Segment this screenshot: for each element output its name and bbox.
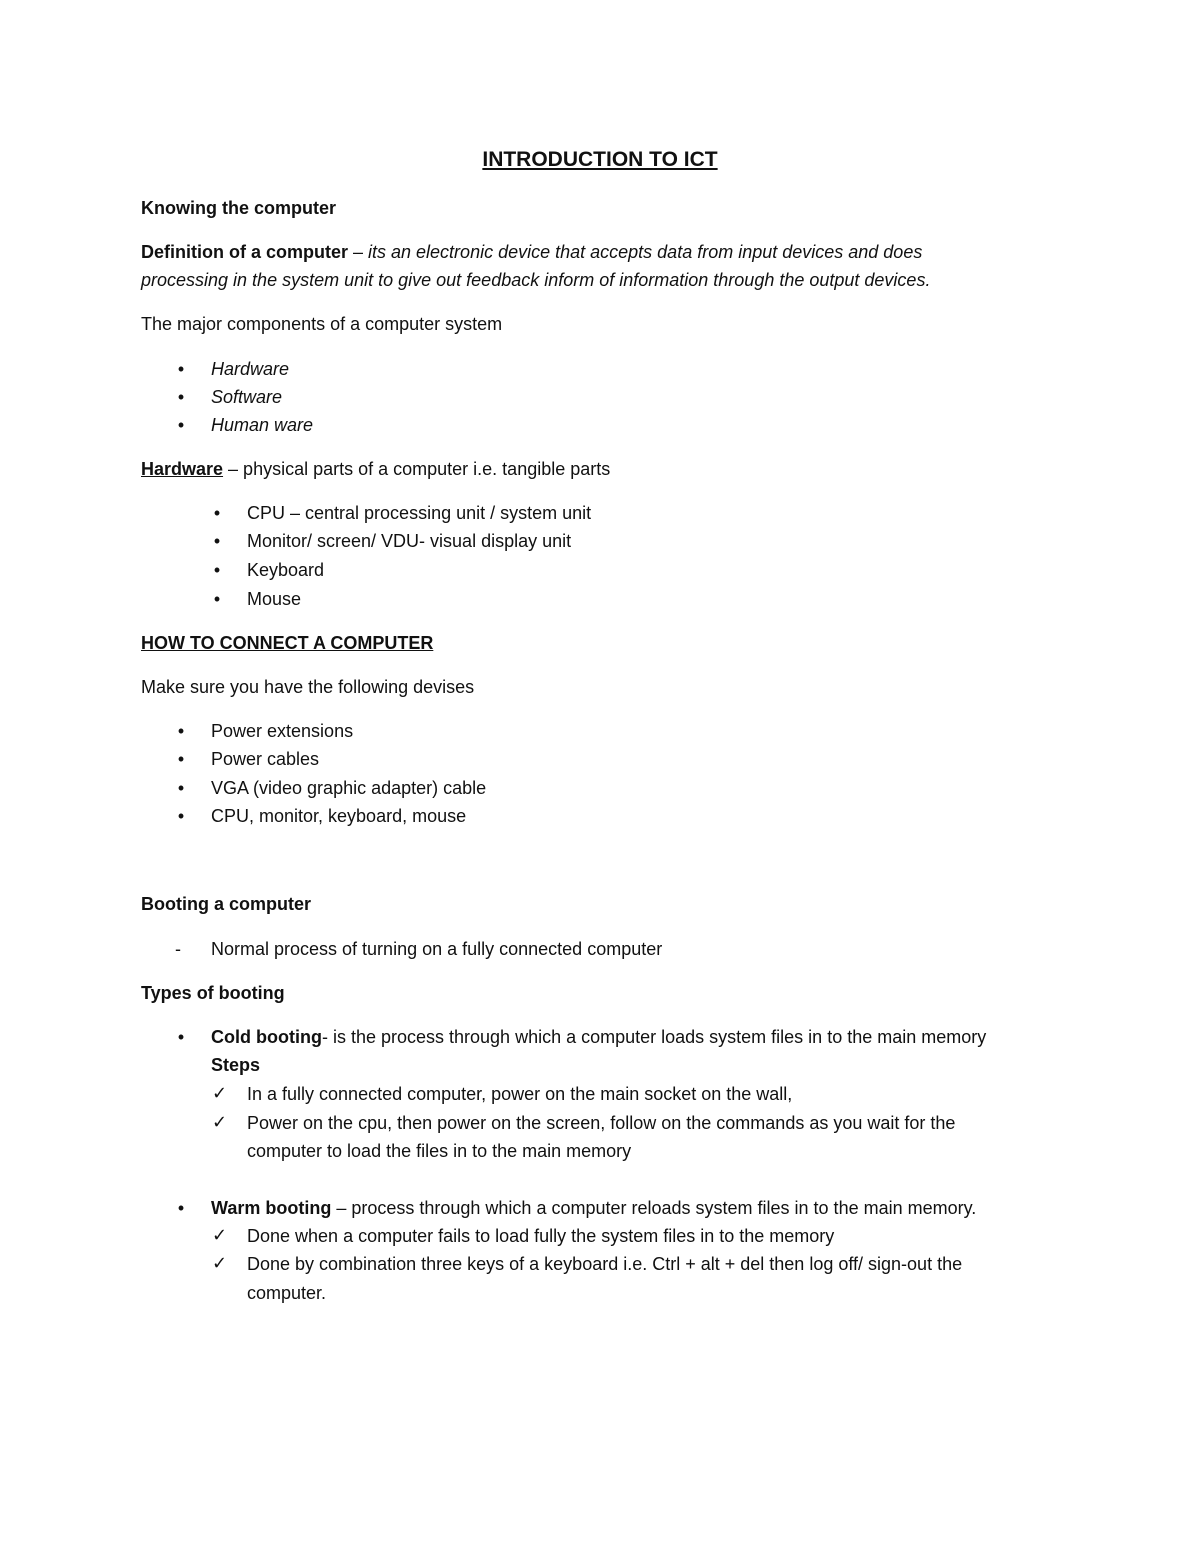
step-text-continued: computer. [247, 1283, 327, 1303]
list-item-text: Power extensions [211, 721, 354, 741]
booting-heading: Booting a computer [141, 894, 311, 914]
list-item-text: Hardware [211, 359, 290, 379]
hardware-desc: – physical parts of a computer i.e. tangible parts [223, 459, 611, 479]
bullet-icon: • [177, 806, 185, 826]
list-item-text: Human ware [211, 415, 314, 435]
list-item-text: Software [211, 387, 283, 407]
connect-heading: HOW TO CONNECT A COMPUTER [141, 633, 434, 653]
list-item-text: Mouse [247, 589, 302, 609]
section-heading-knowing: Knowing the computer [141, 198, 336, 218]
page-title: INTRODUCTION TO ICT [482, 148, 718, 171]
hardware-definition [141, 455, 610, 483]
checkmark-icon: ✓ [212, 1225, 228, 1245]
checkmark-icon: ✓ [212, 1083, 228, 1103]
hardware-term: Hardware [141, 459, 224, 479]
bullet-icon: • [177, 1027, 185, 1047]
list-item-text: Keyboard [247, 560, 325, 580]
bullet-icon: • [213, 589, 221, 609]
steps-label: Steps [211, 1055, 261, 1075]
bullet-icon: • [213, 503, 221, 523]
cold-booting-term: Cold booting [211, 1027, 322, 1047]
step-text-continued: computer to load the files in to the main memory [247, 1141, 632, 1161]
list-item-text: VGA (video graphic adapter) cable [211, 778, 487, 798]
definition-line-1 [141, 238, 922, 266]
list-item-text: Monitor/ screen/ VDU- visual display unit [247, 531, 572, 551]
bullet-icon: • [177, 778, 185, 798]
booting-desc: Normal process of turning on a fully connected computer [211, 939, 663, 959]
list-item-text: CPU, monitor, keyboard, mouse [211, 806, 467, 826]
bullet-icon: • [177, 387, 185, 407]
bullet-icon: • [177, 415, 185, 435]
warm-booting-term: Warm booting [211, 1198, 332, 1218]
checkmark-icon: ✓ [212, 1112, 228, 1132]
step-text: In a fully connected computer, power on the main socket on the wall, [247, 1084, 793, 1104]
cold-booting-desc: - is the process through which a computer loads system files in to the main memory [321, 1027, 987, 1047]
types-heading: Types of booting [141, 983, 285, 1003]
step-text: Done when a computer fails to load fully the system files in to the memory [247, 1226, 835, 1246]
bullet-icon: • [177, 1198, 185, 1218]
definition-term: Definition of a computer [141, 242, 348, 262]
bullet-icon: • [177, 749, 185, 769]
definition-separator: – [348, 242, 369, 262]
definition-text-1: its an electronic device that accepts data from input devices and does [368, 242, 923, 262]
major-components-intro: The major components of a computer system [141, 314, 503, 334]
bullet-icon: • [177, 359, 185, 379]
bullet-icon: • [213, 531, 221, 551]
bullet-icon: • [177, 721, 185, 741]
bullet-icon: • [213, 560, 221, 580]
connect-intro: Make sure you have the following devises [141, 677, 475, 697]
checkmark-icon: ✓ [212, 1253, 228, 1273]
warm-booting-desc: – process through which a computer reloads system files in to the main memory. [331, 1198, 977, 1218]
step-text: Done by combination three keys of a keyboard i.e. Ctrl + alt + del then log off/ sign-out the [247, 1254, 963, 1274]
warm-booting-line [211, 1194, 976, 1222]
step-text: Power on the cpu, then power on the screen, follow on the commands as you wait for the [247, 1113, 956, 1133]
definition-text-2: processing in the system unit to give out feedback inform of information through the output devices. [141, 270, 931, 290]
list-item-text: CPU – central processing unit / system unit [247, 503, 592, 523]
cold-booting-line [211, 1023, 986, 1051]
list-item-text: Power cables [211, 749, 320, 769]
dash-icon: - [175, 939, 181, 959]
